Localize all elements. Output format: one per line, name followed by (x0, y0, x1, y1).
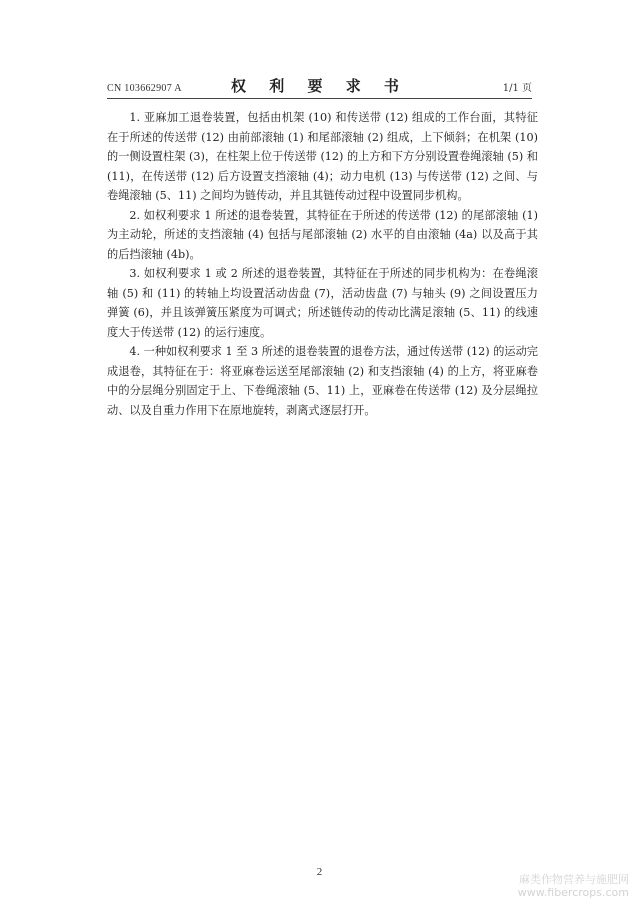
site-watermark (518, 873, 629, 899)
claim-2: 2. 如权利要求 1 所述的退卷装置，其特征在于所述的传送带 (12) 的尾部滚轴 (1) 为主动轮，所述的支挡滚轴 (4) 包括与尾部滚轴 (2) 水平的自由滚轴 (4a) 以及高于其的后挡滚轴 (4b)。 (107, 208, 538, 261)
page-number: 2 (316, 866, 323, 878)
claim-4: 4. 一种如权利要求 1 至 3 所述的退卷装置的退卷方法，通过传送带 (12) 的运动完成退卷，其特征在于：将亚麻卷运送至尾部滚轴 (2) 和支挡滚轴 (4) 的上方，将亚麻卷中的分层绳分别固定于上、下卷绳滚轴 (5、11) 上，亚麻卷在传送带 (12) 及分层绳拉动、以及自重力作用下在原地旋转，剥离式逐层打开。 (107, 345, 538, 417)
publication-number: CN 103662907 A (107, 83, 182, 94)
page-count: 1/1 页 (502, 83, 532, 94)
claim-3: 3. 如权利要求 1 或 2 所述的退卷装置，其特征在于所述的同步机构为：在卷绳滚轴 (5) 和 (11) 的转轴上均设置活动齿盘 (7)，活动齿盘 (7) 与轴头 (9) 之间设置压力弹簧 (6)，并且该弹簧压紧度为可调式；所述链传动的传动比满足滚轴 (5、11) 的线速度大于传送带 (12) 的运行速度。 (107, 267, 538, 339)
watermark-url: www.fibercrops.com (517, 886, 629, 899)
claim-1: 1. 亚麻加工退卷装置，包括由机架 (10) 和传送带 (12) 组成的工作台面，其特征在于所述的传送带 (12) 由前部滚轴 (1) 和尾部滚轴 (2) 组成，上下倾斜；在机架 (10) 的一侧设置柱架 (3)，在柱架上位于传送带 (12) 的上方和下方分别设置卷绳滚轴 (5) 和 (11)，在传送带 (12) 后方设置支挡滚轴 (4)；动力电机 (13) 与传送带 (12) 之间、与卷绳滚轴 (5、11) 之间均为链传动，并且其链传动过程中设置同步机构。 (107, 111, 538, 202)
watermark-site-name: 麻类作物营养与施肥网 (519, 873, 629, 886)
claims-body (107, 108, 538, 420)
header-divider (107, 98, 532, 99)
document-title: 权 利 要 求 书 (231, 77, 408, 95)
page-header (107, 74, 532, 98)
